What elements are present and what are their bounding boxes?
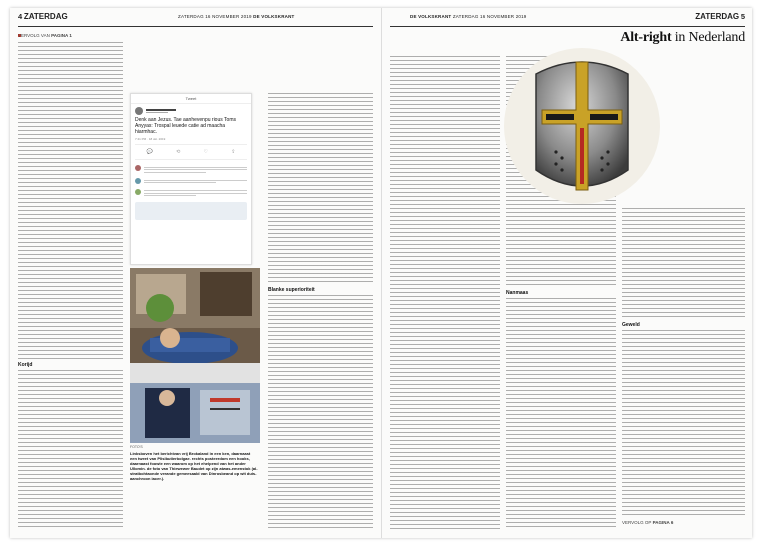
right-subhead-2: Geweld: [622, 320, 745, 330]
left-column-1-text: [18, 42, 123, 360]
left-header-rule: [18, 26, 373, 27]
right-subhead-1: Nanmaas: [506, 288, 616, 298]
byline-prefix: VERVOLG VAN: [18, 33, 50, 38]
newspaper-spread: [10, 8, 752, 538]
right-column-2-text-b: [506, 298, 616, 530]
tweet-meta: 7:41 PM · 18 okt. 2019: [135, 137, 166, 141]
right-column-1-text: [390, 56, 500, 530]
title-rest: in Nederland: [671, 30, 745, 45]
right-column-3-text-b: [622, 330, 745, 518]
left-paper-name: DE VOLKSKRANT: [253, 14, 295, 19]
byline-page: PAGINA 1: [51, 33, 72, 38]
left-page: [10, 8, 381, 538]
reply-icon: 💬: [146, 149, 153, 155]
tweet-header: Tweet: [131, 94, 251, 104]
title-bold: Alt-right: [620, 30, 672, 45]
right-paper-name: DE VOLKSKRANT: [410, 14, 452, 19]
share-icon: ⇪: [231, 149, 236, 155]
tweet-actions: [131, 148, 251, 156]
photo-collage: [130, 268, 260, 443]
right-footer: [622, 520, 745, 530]
left-column-1-text-b: [18, 370, 123, 530]
left-column-3-text: [268, 93, 373, 285]
footer-prefix: VERVOLG OP: [622, 520, 652, 525]
right-page-number: 5: [740, 12, 745, 21]
right-day: ZATERDAG: [695, 12, 740, 21]
left-header-meta: ZATERDAG 16 NOVEMBER 2019: [178, 14, 252, 19]
caption-text: Linksboven het berichtvan vrij Brokaland in een ken, daarnaast een tweet van Plisibutierbolgae. rechts posteerdom een hooks, daarnaast foowie een waarom op het ehelpend van het ander Ullomin. de foto van Thiewewer Baudet op zijn atwas-emenstok (al-stratbohtaonde verande gemeesaald van Dinrosbeand op wit duis-aanchroon iacer.).: [130, 451, 258, 481]
retweet-icon: ⟲: [176, 149, 181, 155]
tweet-card: [130, 93, 252, 265]
like-icon: ♡: [203, 149, 208, 155]
footer-page: PAGINA 6: [652, 520, 674, 525]
left-column-3-text-b: [268, 295, 373, 530]
tweet-text: Denk aan Jezus. Tae aanhevenpu rious Toms Anyyas: Trospal leuede catie ad maacha hiarmhac.: [135, 117, 236, 135]
photo-caption: [130, 445, 258, 481]
photo-credit: FOTO'S: [130, 445, 143, 449]
left-subhead-2: Blanke superioriteit: [268, 285, 373, 295]
crusader-helmet-icon: [500, 44, 664, 208]
left-subhead-1: Korijd: [18, 360, 123, 370]
right-column-3-text: [622, 208, 745, 320]
tweet-replies: [131, 163, 251, 222]
right-header: [390, 12, 745, 26]
avatar: [135, 107, 143, 115]
left-header: [18, 12, 373, 26]
left-page-number: 4: [18, 12, 23, 21]
left-day: ZATERDAG: [23, 12, 68, 21]
right-header-meta: ZATERDAG 16 NOVEMBER 2019: [452, 14, 527, 19]
right-header-rule: [390, 26, 745, 27]
